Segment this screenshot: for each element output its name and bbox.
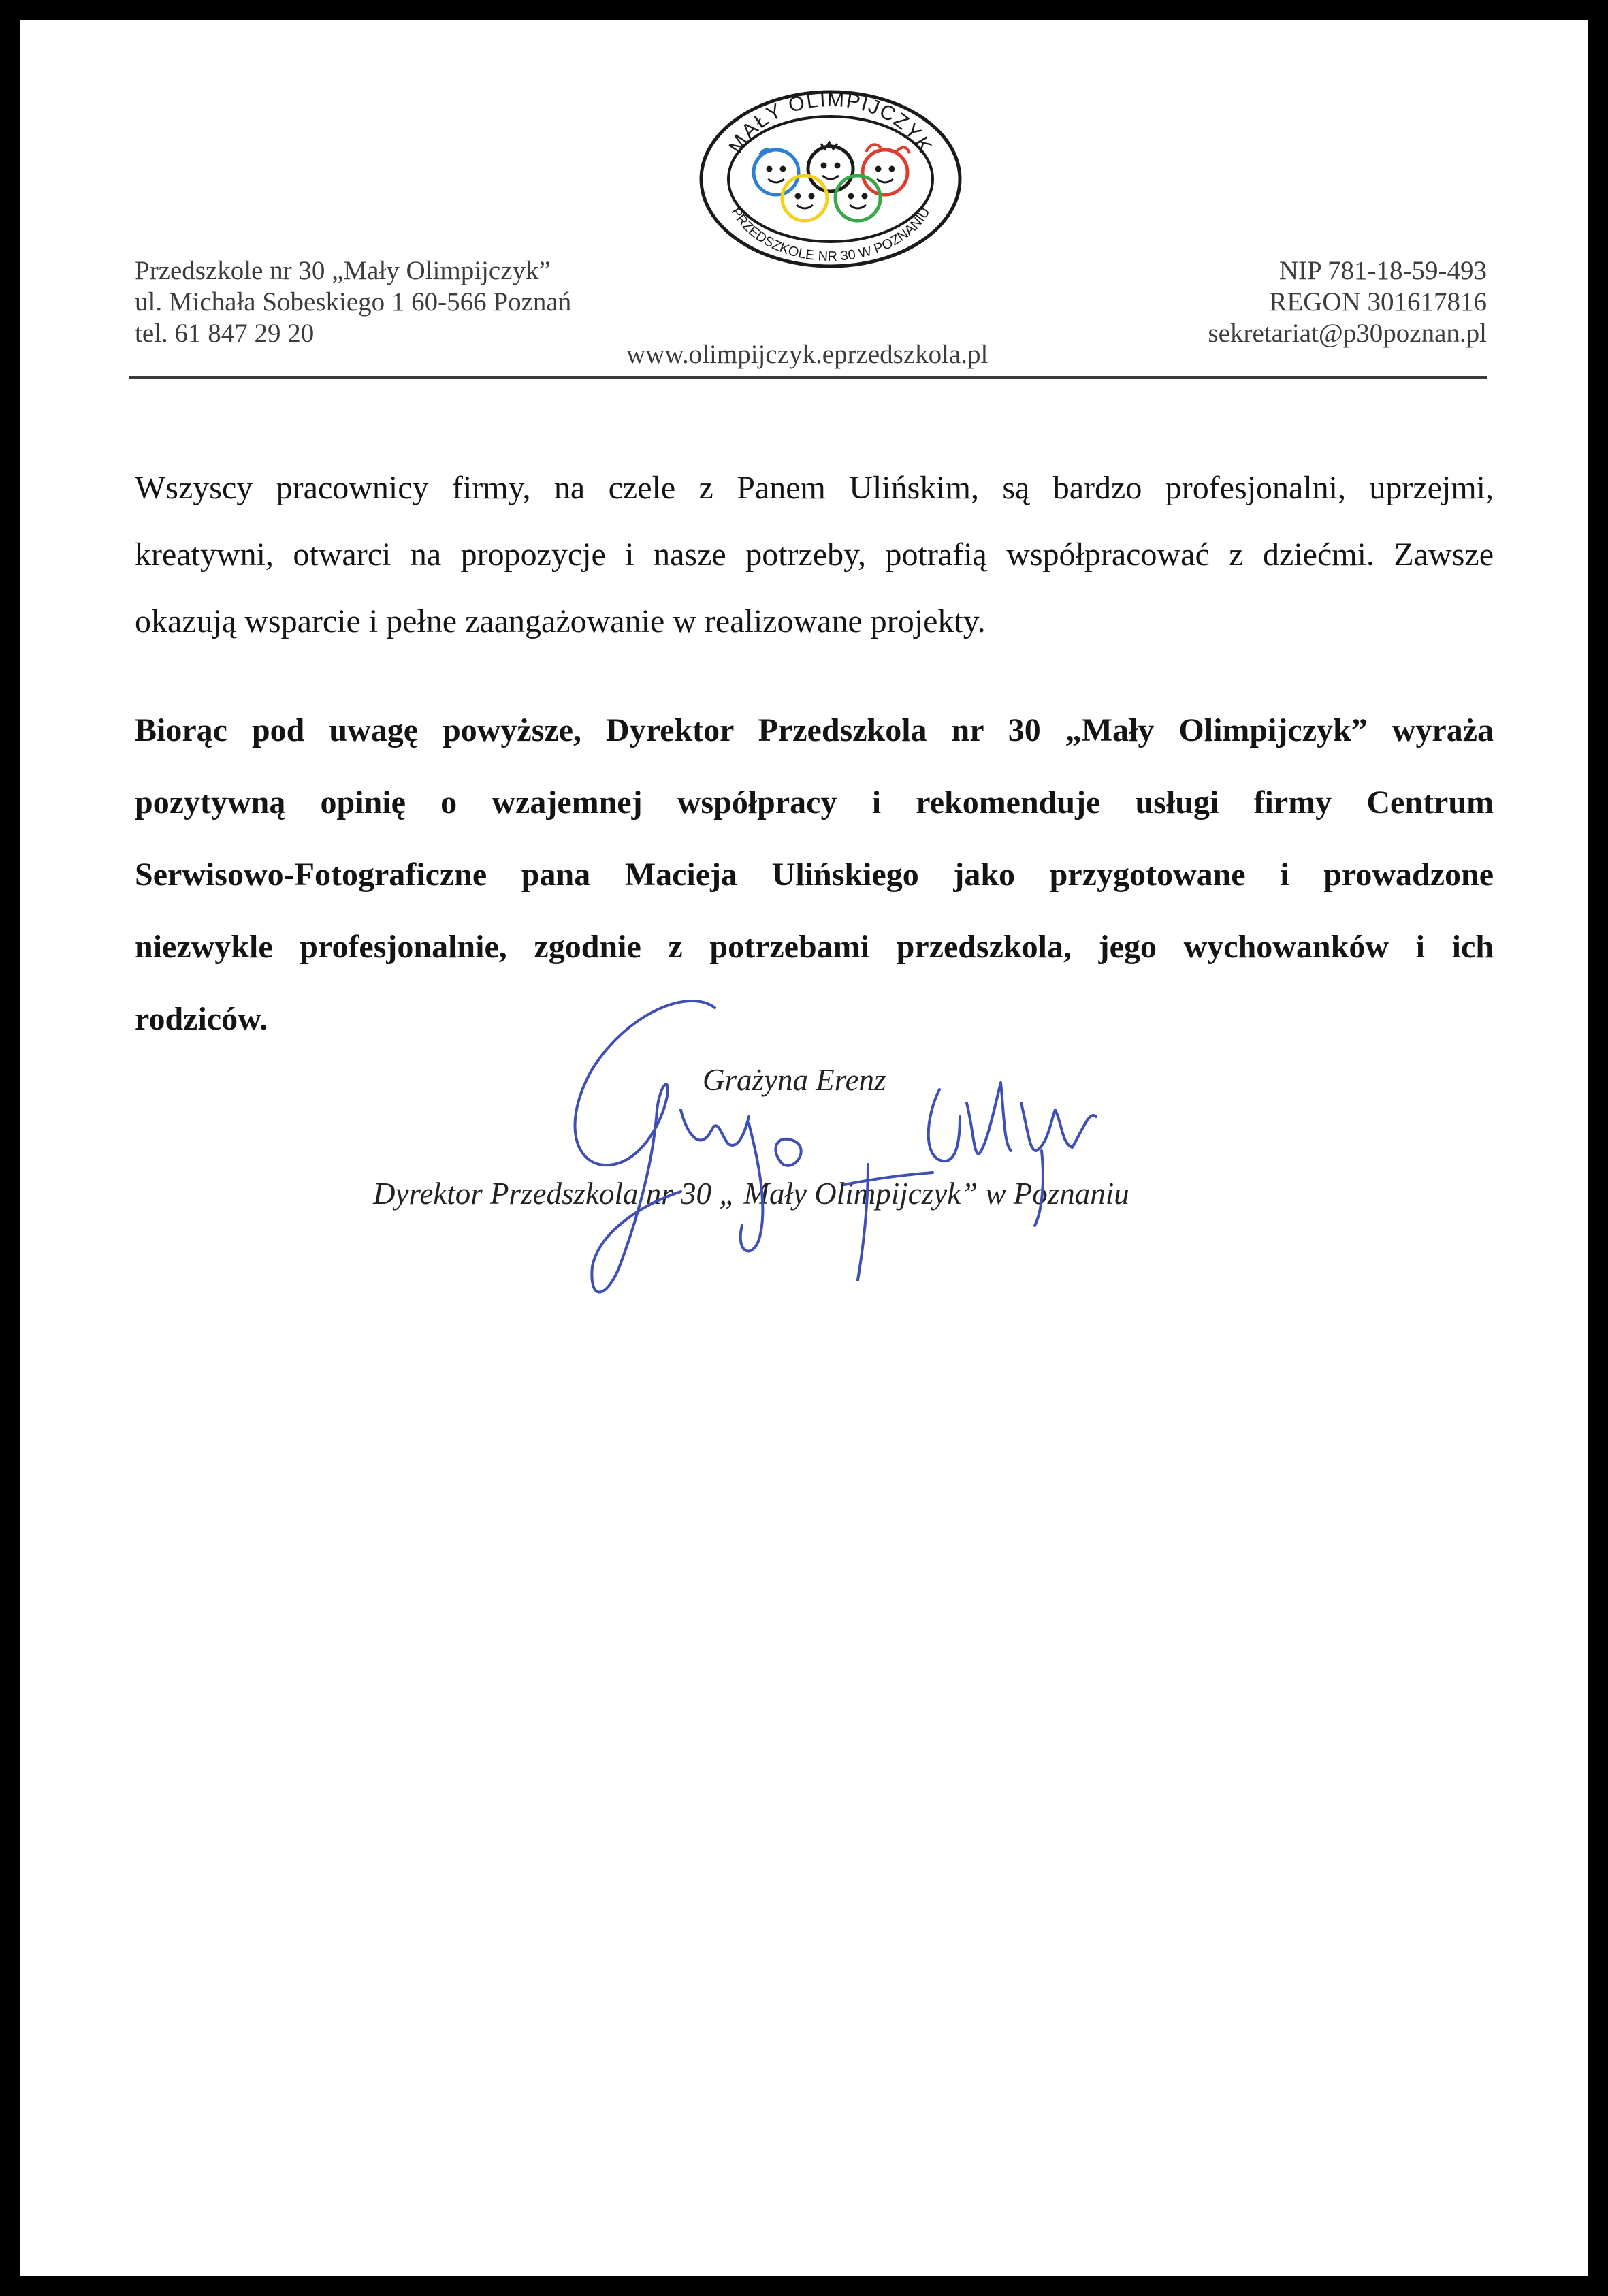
paragraph-line: Biorąc pod uwagę powyższe, Dyrektor Przedszkola nr 30 „Mały Olimpijczyk” wyraża <box>135 712 1494 748</box>
logo-top-text: MAŁY OLIMPIJCZYK <box>724 88 937 158</box>
paragraph-recommendation <box>135 695 1494 1055</box>
school-phone: tel. 61 847 29 20 <box>135 319 315 348</box>
header-right <box>1208 255 1487 349</box>
school-regon: REGON 301617816 <box>1269 287 1487 317</box>
school-website[interactable]: www.olimpijczyk.eprzedszkola.pl <box>626 340 988 369</box>
preschool-logo <box>694 84 967 271</box>
signer-name: Grażyna Erenz <box>703 1063 886 1097</box>
school-nip: NIP 781-18-59-493 <box>1279 256 1487 285</box>
letter-page <box>20 20 1588 2276</box>
school-email[interactable]: sekretariat@p30poznan.pl <box>1208 319 1487 348</box>
paragraph-line: okazują wsparcie i pełne zaangażowanie w realizowane projekty. <box>135 603 986 639</box>
paragraph-line: Serwisowo-Fotograficzne pana Macieja Ulińskiego jako przygotowane i prowadzone <box>135 857 1494 893</box>
paragraph-line: kreatywni, otwarci na propozycje i nasze potrzeby, potrafią współpracować z dziećmi. Zawsze <box>135 537 1494 573</box>
header-divider <box>129 376 1487 379</box>
paragraph-line: rodziców. <box>135 1001 268 1037</box>
paragraph-line: Wszyscy pracownicy firmy, na czele z Panem Ulińskim, są bardzo profesjonalni, uprzejmi, <box>135 470 1494 506</box>
signer-title: Dyrektor Przedszkola nr 30 „ Mały Olimpijczyk” w Poznaniu <box>373 1177 1129 1211</box>
paragraph-line: niezwykle profesjonalnie, zgodnie z potrzebami przedszkola, jego wychowanków i ich <box>135 929 1494 965</box>
logo-bottom-text: PRZEDSZKOLE NR 30 W POZNANIU <box>728 205 933 265</box>
school-address: ul. Michała Sobeskiego 1 60-566 Poznań <box>135 287 572 317</box>
paragraph-line: pozytywną opinię o wzajemnej współpracy i rekomenduje usługi firmy Centrum <box>135 784 1494 820</box>
school-name: Przedszkole nr 30 „Mały Olimpijczyk” <box>135 256 551 285</box>
header-left <box>135 255 571 349</box>
paragraph-staff <box>135 455 1494 655</box>
